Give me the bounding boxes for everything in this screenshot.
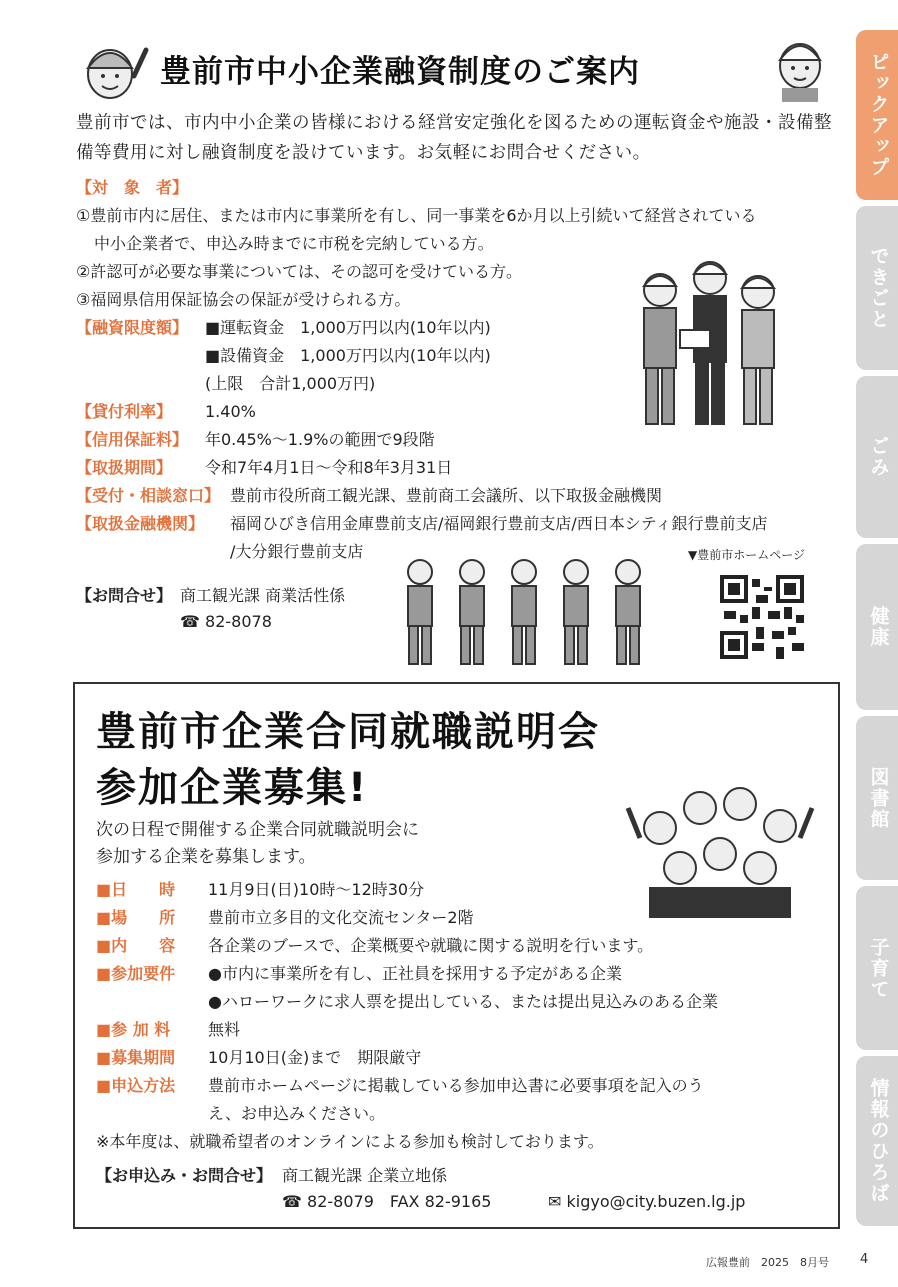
limit-equipment: ■設備資金 1,000万円以内(10年以内) <box>205 346 491 365</box>
target-item-1-cont: 中小企業者で、申込み時までに市税を完納している方。 <box>94 234 494 253</box>
fair-item-value: ●市内に事業所を有し、正社員を採用する予定がある企業 <box>208 964 622 983</box>
loan-intro: 豊前市では、市内中小企業の皆様における経営安定強化を図るための運転資金や施設・設備整備等費用に対し融資制度を設けています。お気軽にお問合せください。 <box>76 113 832 163</box>
contact-tel: ☎ 82-8078 <box>180 612 272 631</box>
window-value: 豊前市役所商工観光課、豊前商工会議所、以下取扱金融機関 <box>230 486 663 505</box>
rate-label: 【貸付利率】 <box>76 402 173 421</box>
tab-label: ごみ <box>867 436 890 478</box>
fair-contact-email[interactable]: ✉ kigyo@city.buzen.lg.jp <box>548 1192 746 1211</box>
fair-item-value: 10月10日(金)まで 期限厳守 <box>208 1048 422 1067</box>
tab-label: 健康 <box>867 606 890 648</box>
worker-pointing-illustration <box>76 36 156 106</box>
banks-label: 【取扱金融機関】 <box>76 514 205 533</box>
banks-value: 福岡ひびき信用金庫豊前支店/福岡銀行豊前支店/西日本シティ銀行豊前支店 <box>230 514 768 533</box>
tab-garbage[interactable] <box>856 376 898 538</box>
fair-contact-tel: ☎ 82-8079 FAX 82-9165 <box>282 1192 492 1211</box>
fair-contact-dept: 商工観光課 企業立地係 <box>282 1166 448 1185</box>
banks-value-cont: /大分銀行豊前支店 <box>230 542 364 561</box>
target-item-3: ③福岡県信用保証協会の保証が受けられる方。 <box>76 290 411 309</box>
fair-item-label: ■申込方法 <box>96 1076 176 1095</box>
tab-library[interactable] <box>856 716 898 880</box>
fair-item-label: ■日 時 <box>96 880 176 899</box>
fair-item-value: 無料 <box>208 1020 241 1039</box>
fair-item-label: ■募集期間 <box>96 1048 176 1067</box>
fair-intro-2: 参加する企業を募集します。 <box>96 847 316 867</box>
guarantee-value: 年0.45%～1.9%の範囲で9段階 <box>205 430 435 449</box>
period-label: 【取扱期間】 <box>76 458 173 477</box>
fair-item-label: ■場 所 <box>96 908 176 927</box>
fair-note: ※本年度は、就職希望者のオンラインによる参加も検討しております。 <box>96 1132 604 1151</box>
fair-title-2: 参加企業募集! <box>96 765 369 811</box>
fair-item-label: ■参 加 料 <box>96 1020 171 1039</box>
qr-caption: ▼豊前市ホームページ <box>688 548 805 562</box>
fair-item-label: ■参加要件 <box>96 964 176 983</box>
tab-health[interactable] <box>856 544 898 710</box>
tab-label: できごと <box>867 246 890 330</box>
fair-contact-label: 【お申込み・お問合せ】 <box>96 1166 273 1185</box>
qr-code[interactable] <box>720 575 804 659</box>
five-workers-illustration <box>396 552 656 666</box>
tab-info[interactable] <box>856 1056 898 1226</box>
tab-label: ピックアップ <box>867 52 890 178</box>
fair-item-value: 各企業のブースで、企業概要や就職に関する説明を行います。 <box>208 936 654 955</box>
target-item-1: ①豊前市内に居住、または市内に事業所を有し、同一事業を6か月以上引続いて経営されている <box>76 206 757 225</box>
fair-intro-1: 次の日程で開催する企業合同就職説明会に <box>96 820 419 840</box>
limit-cap: (上限 合計1,000万円) <box>205 374 376 393</box>
workers-illustration <box>630 250 790 430</box>
tab-pickup[interactable] <box>856 30 898 200</box>
window-label: 【受付・相談窓口】 <box>76 486 221 505</box>
fair-title-1: 豊前市企業合同就職説明会 <box>96 709 600 755</box>
limit-label: 【融資限度額】 <box>76 318 189 337</box>
footer-publication: 広報豊前 2025 8月号 <box>706 1256 829 1269</box>
page-number: 4 <box>860 1252 869 1267</box>
fair-item-value: え、お申込みください。 <box>208 1104 385 1123</box>
tab-childcare[interactable] <box>856 886 898 1050</box>
fair-item-value: 豊前市立多目的文化交流センター2階 <box>208 908 474 927</box>
fair-item-value: 11月9日(日)10時～12時30分 <box>208 880 425 899</box>
period-value: 令和7年4月1日～令和8年3月31日 <box>205 458 453 477</box>
fair-item-value: ●ハローワークに求人票を提出している、または提出見込みのある企業 <box>208 992 718 1011</box>
rate-value: 1.40% <box>205 402 256 421</box>
tab-label: 子育て <box>867 936 890 1000</box>
contact-dept: 商工観光課 商業活性係 <box>180 586 346 605</box>
guarantee-label: 【信用保証料】 <box>76 430 189 449</box>
tab-label: 情報のひろば <box>867 1078 890 1204</box>
target-label: 【対 象 者】 <box>76 178 189 197</box>
limit-operating: ■運転資金 1,000万円以内(10年以内) <box>205 318 491 337</box>
tab-label: 図書館 <box>867 766 890 830</box>
contact-label: 【お問合せ】 <box>76 586 173 605</box>
fair-item-value: 豊前市ホームページに掲載している参加申込書に必要事項を記入のう <box>208 1076 704 1095</box>
loan-title: 豊前市中小企業融資制度のご案内 <box>160 54 640 90</box>
worker-woman-illustration <box>770 30 830 102</box>
fair-item-label: ■内 容 <box>96 936 176 955</box>
target-item-2: ②許認可が必要な事業については、その認可を受けている方。 <box>76 262 523 281</box>
tab-events[interactable] <box>856 206 898 370</box>
group-cheering-illustration <box>620 768 820 918</box>
